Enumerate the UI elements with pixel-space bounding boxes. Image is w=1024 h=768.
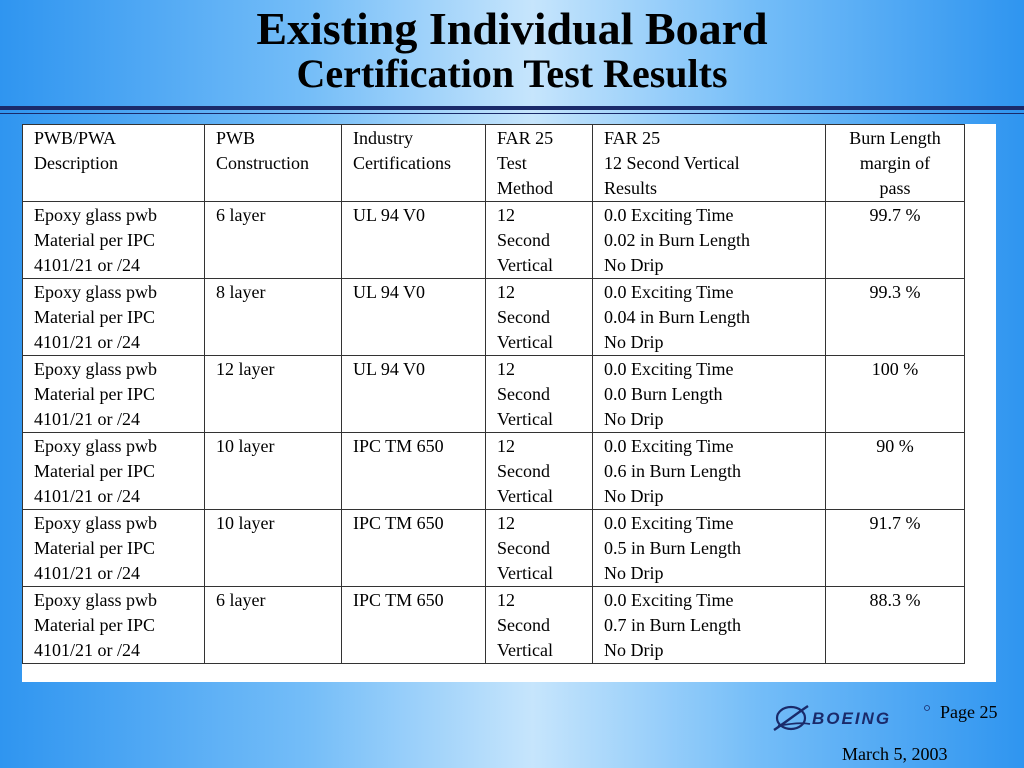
cell-margin: 88.3 % (826, 587, 965, 664)
cell-certification: UL 94 V0 (342, 356, 486, 433)
title-line-1: Existing Individual Board (256, 3, 768, 54)
cell-description: Epoxy glass pwb Material per IPC 4101/21 or /24 (23, 356, 205, 433)
cell-test-method: 12 Second Vertical (486, 202, 593, 279)
header-results: FAR 25 12 Second Vertical Results (593, 125, 826, 202)
header-test-method: FAR 25 Test Method (486, 125, 593, 202)
boeing-logo-icon (772, 700, 932, 736)
cell-results: 0.0 Exciting Time 0.5 in Burn Length No Drip (593, 510, 826, 587)
table-row (23, 433, 965, 510)
table-row (23, 279, 965, 356)
cell-results: 0.0 Exciting Time 0.0 Burn Length No Drip (593, 356, 826, 433)
title-divider-thin (0, 113, 1024, 114)
cell-test-method: 12 Second Vertical (486, 356, 593, 433)
cell-margin: 99.3 % (826, 279, 965, 356)
header-construction: PWB Construction (205, 125, 342, 202)
cell-description: Epoxy glass pwb Material per IPC 4101/21 or /24 (23, 279, 205, 356)
cell-construction: 8 layer (205, 279, 342, 356)
cell-certification: UL 94 V0 (342, 279, 486, 356)
cell-description: Epoxy glass pwb Material per IPC 4101/21 or /24 (23, 510, 205, 587)
cell-test-method: 12 Second Vertical (486, 587, 593, 664)
cell-description: Epoxy glass pwb Material per IPC 4101/21 or /24 (23, 202, 205, 279)
cell-test-method: 12 Second Vertical (486, 510, 593, 587)
title-divider-thick (0, 106, 1024, 110)
cell-margin: 91.7 % (826, 510, 965, 587)
title-line-2: Certification Test Results (296, 51, 728, 96)
cell-description: Epoxy glass pwb Material per IPC 4101/21 or /24 (23, 433, 205, 510)
cell-test-method: 12 Second Vertical (486, 433, 593, 510)
cell-test-method: 12 Second Vertical (486, 279, 593, 356)
header-margin: Burn Length margin of pass (826, 125, 965, 202)
cell-construction: 10 layer (205, 433, 342, 510)
table-row (23, 587, 965, 664)
cell-results: 0.0 Exciting Time 0.04 in Burn Length No Drip (593, 279, 826, 356)
cell-certification: IPC TM 650 (342, 510, 486, 587)
cell-margin: 100 % (826, 356, 965, 433)
table-row (23, 356, 965, 433)
cell-results: 0.0 Exciting Time 0.7 in Burn Length No Drip (593, 587, 826, 664)
results-table (22, 124, 965, 664)
cell-construction: 10 layer (205, 510, 342, 587)
cell-certification: IPC TM 650 (342, 587, 486, 664)
cell-construction: 6 layer (205, 587, 342, 664)
cell-results: 0.0 Exciting Time 0.02 in Burn Length No Drip (593, 202, 826, 279)
cell-certification: UL 94 V0 (342, 202, 486, 279)
slide-date: March 5, 2003 (842, 744, 948, 764)
cell-construction: 6 layer (205, 202, 342, 279)
table-header-row (23, 125, 965, 202)
page-number: Page 25 (940, 702, 998, 722)
slide-title (0, 3, 1024, 96)
cell-certification: IPC TM 650 (342, 433, 486, 510)
cell-margin: 90 % (826, 433, 965, 510)
table-row (23, 510, 965, 587)
header-certifications: Industry Certifications (342, 125, 486, 202)
cell-description: Epoxy glass pwb Material per IPC 4101/21 or /24 (23, 587, 205, 664)
table-panel (22, 124, 996, 682)
cell-construction: 12 layer (205, 356, 342, 433)
boeing-logo-text: BOEING (812, 709, 892, 728)
cell-margin: 99.7 % (826, 202, 965, 279)
header-description: PWB/PWA Description (23, 125, 205, 202)
cell-results: 0.0 Exciting Time 0.6 in Burn Length No Drip (593, 433, 826, 510)
table-row (23, 202, 965, 279)
